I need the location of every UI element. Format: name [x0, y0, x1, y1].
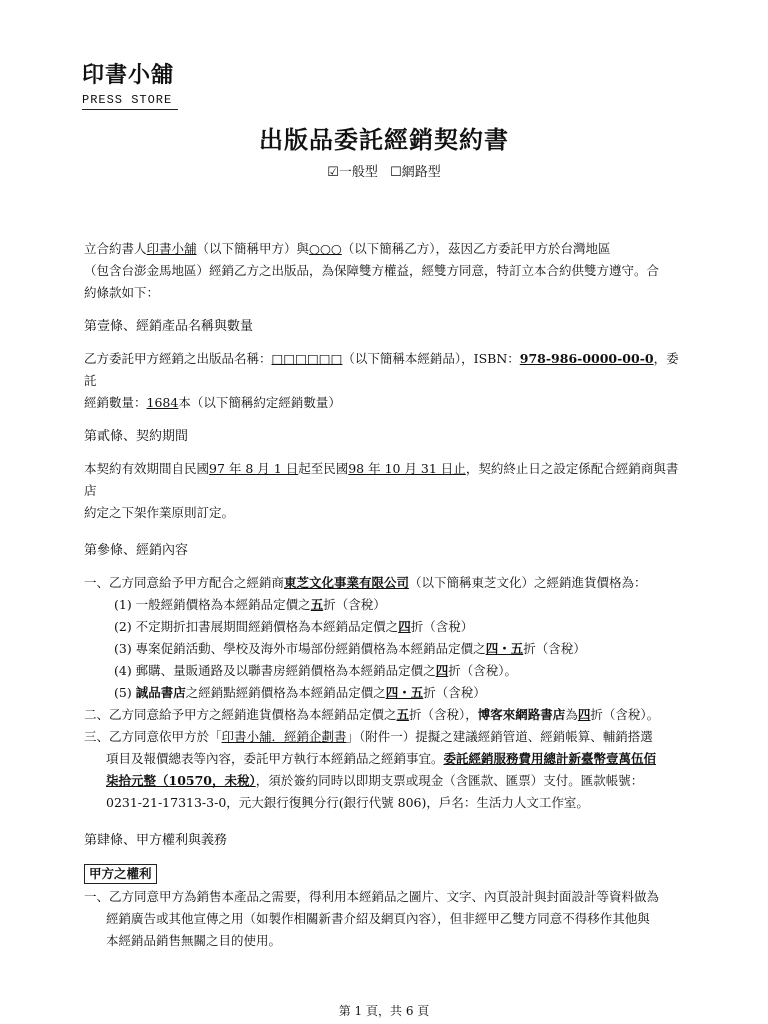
page-number: 第 1 頁，共 6 頁: [338, 1004, 430, 1018]
article-text: ，委託: [84, 351, 679, 388]
list-item-continued: 柒拾元整（10570，未稅），須於簽約同時以即期支票或現金（含匯款、匯票）支付。匯款帳號：: [106, 773, 644, 788]
intro-text: 約條款如下：: [84, 285, 160, 300]
bank-account-info: 0231-21-17313-3-0，元大銀行復興分行(銀行代號 806)，戶名：生活力人文工作室。: [106, 795, 589, 810]
sub-item: (4) 郵購、量販通路及以聯書房經銷價格為本經銷品定價之四折（含稅）。: [114, 663, 517, 678]
article-text: 本（以下簡稱約定經銷數量）: [178, 395, 341, 410]
party-a-rights-label: 甲方之權利: [84, 864, 157, 884]
party-a-name: 印書小舖: [146, 241, 197, 256]
article-text: 起至民國: [298, 461, 349, 476]
contract-body: [84, 238, 684, 952]
brand-logo: [82, 58, 178, 110]
quantity-value: 1684: [146, 395, 179, 410]
brand-underline: [82, 109, 178, 110]
sub-item: (2) 不定期折扣書展期間經銷價格為本經銷品定價之四折（含稅）: [114, 619, 474, 634]
list-item-continued: 經銷廣告或其他宣傳之用（如製作相關新書介紹及網頁內容），但非經甲乙雙方同意不得移作其他與: [106, 911, 650, 926]
document-title: 出版品委託經銷契約書: [259, 125, 509, 154]
brand-name: 印書小舖: [82, 63, 175, 88]
list-item-continued: [84, 792, 684, 814]
list-item-continued: 項目及報價總表等內容，委託甲方執行本經銷品之經銷事宜。委託經銷服務費用總計新臺幣壹萬伍佰: [106, 751, 657, 766]
party-b-name: ○○○: [309, 241, 342, 256]
intro-text: （包含台澎金馬地區）經銷乙方之出版品，為保障雙方權益，經雙方同意，特訂立本合約供雙方遵守。合: [84, 263, 660, 278]
contract-type-options: [0, 161, 768, 180]
article-3-items: [84, 572, 684, 814]
list-item: [84, 572, 684, 594]
end-date: 98 年 10 月 31 日止: [348, 461, 466, 476]
article-3-heading: 第參條、經銷內容: [84, 543, 189, 558]
sub-item: (1) 一般經銷價格為本經銷品定價之五折（含稅）: [114, 597, 386, 612]
brand-name-english: PRESS STORE: [82, 93, 173, 107]
type-online-checkbox[interactable]: ☐網路型: [390, 165, 441, 180]
article-text: 本契約有效期間自民國: [84, 461, 210, 476]
article-4-heading: 第肆條、甲方權利與義務: [84, 833, 228, 848]
article-text: 乙方委託甲方經銷之出版品名稱：: [84, 351, 272, 366]
list-item: 二、乙方同意給予甲方之經銷進貨價格為本經銷品定價之五折（含稅），博客來網路書店為四折（含稅）。: [84, 707, 660, 722]
article-2-paragraph: [84, 458, 684, 524]
sub-item: (5) 誠品書店之經銷點經銷價格為本經銷品定價之四・五折（含稅）: [114, 685, 486, 700]
article-text: （以下簡稱本經銷品），ISBN：: [342, 351, 520, 366]
article-2-heading: 第貳條、契約期間: [84, 429, 189, 444]
intro-text: （以下簡稱甲方）與: [196, 241, 310, 256]
article-1-paragraph: [84, 348, 684, 414]
intro-paragraph: [84, 238, 684, 304]
item-text: （以下簡稱東芝文化）之經銷進貨價格為：: [409, 575, 647, 590]
intro-text: 立合約書人: [84, 241, 147, 256]
article-1-heading: 第壹條、經銷產品名稱與數量: [84, 319, 254, 334]
article-text: ，契約終止日之設定係配合經銷商與書店: [84, 461, 679, 498]
article-text: 經銷數量：: [84, 395, 147, 410]
list-item: 三、乙方同意依甲方於「印書小舖．經銷企劃書」（附件一）提擬之建議經銷管道、經銷帳算、輔銷搭選: [84, 729, 653, 744]
item-text: 一、乙方同意給予甲方配合之經銷商: [84, 575, 285, 590]
isbn-value: 978-986-0000-00-0: [519, 351, 654, 366]
sub-item: (3) 專案促銷活動、學校及海外市場部份經銷價格為本經銷品定價之四・五折（含稅）: [114, 641, 586, 656]
list-item-continued: 本經銷品銷售無關之目的使用。: [106, 933, 282, 948]
start-date: 97 年 8 月 1 日: [209, 461, 299, 476]
intro-text: （以下簡稱乙方），茲因乙方委託甲方於台灣地區: [341, 241, 611, 256]
article-text: 約定之下架作業原則訂定。: [84, 505, 235, 520]
list-item: 一、乙方同意甲方為銷售本產品之需要，得利用本經銷品之圖片、文字、內頁設計與封面設計等資料做為: [84, 889, 660, 904]
type-general-checkbox[interactable]: ☑一般型: [327, 165, 378, 180]
product-name: □□□□□□: [271, 351, 343, 366]
distributor-name: 東芝文化事業有限公司: [284, 575, 410, 590]
